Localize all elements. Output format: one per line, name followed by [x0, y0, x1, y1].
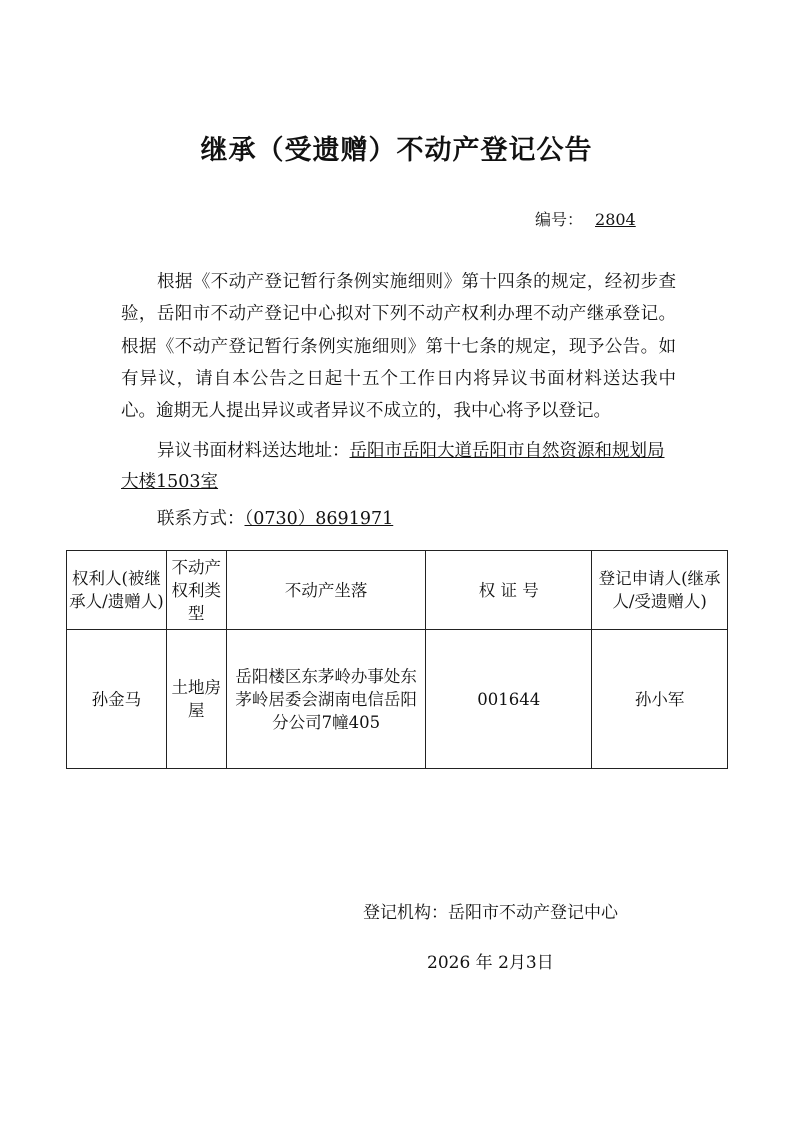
table-row — [67, 630, 728, 769]
authority-label: 登记机构： — [363, 903, 448, 923]
header-rights-holder: 权利人(被继承人/遗赠人) — [67, 551, 167, 630]
header-right-type: 不动产权利类型 — [166, 551, 226, 630]
cell-location: 岳阳楼区东茅岭办事处东茅岭居委会湖南电信岳阳分公司7幢405 — [226, 630, 426, 769]
property-table — [66, 550, 728, 769]
cell-certificate-number: 001644 — [426, 630, 592, 769]
contact-label: 联系方式： — [157, 509, 245, 529]
serial-value: 2804 — [595, 210, 636, 229]
header-location: 不动产坐落 — [226, 551, 426, 630]
cell-right-type: 土地房屋 — [166, 630, 226, 769]
authority-value: 岳阳市不动产登记中心 — [448, 903, 618, 923]
header-certificate-number: 权 证 号 — [426, 551, 592, 630]
registration-authority — [363, 898, 618, 923]
page-title: 继承（受遗赠）不动产登记公告 — [200, 135, 593, 166]
announcement-paragraph: 根据《不动产登记暂行条例实施细则》第十四条的规定，经初步查验，岳阳市不动产登记中心拟对下列不动产权利办理不动产继承登记。根据《不动产登记暂行条例实施细则》第十七条的规定，现予公告。如有异议，请自本公告之日起十五个工作日内将异议书面材料送达我中心。逾期无人提出异议或者异议不成立的，我中心将予以登记。 — [121, 272, 676, 422]
serial-number — [535, 207, 636, 230]
cell-applicant: 孙小军 — [592, 630, 728, 769]
objection-address-value: 岳阳市岳阳大道岳阳市自然资源和规划局大楼1503室 — [121, 441, 665, 492]
table-header-row — [67, 551, 728, 630]
contact-info — [157, 505, 393, 530]
objection-address — [121, 436, 676, 498]
objection-address-label: 异议书面材料送达地址： — [157, 441, 350, 461]
contact-value: （0730）8691971 — [244, 509, 394, 529]
header-applicant: 登记申请人(继承人/受遗赠人) — [592, 551, 728, 630]
announcement-date: 2026 年 2月3日 — [427, 953, 554, 973]
cell-rights-holder: 孙金马 — [67, 630, 167, 769]
serial-label: 编号： — [535, 210, 584, 229]
